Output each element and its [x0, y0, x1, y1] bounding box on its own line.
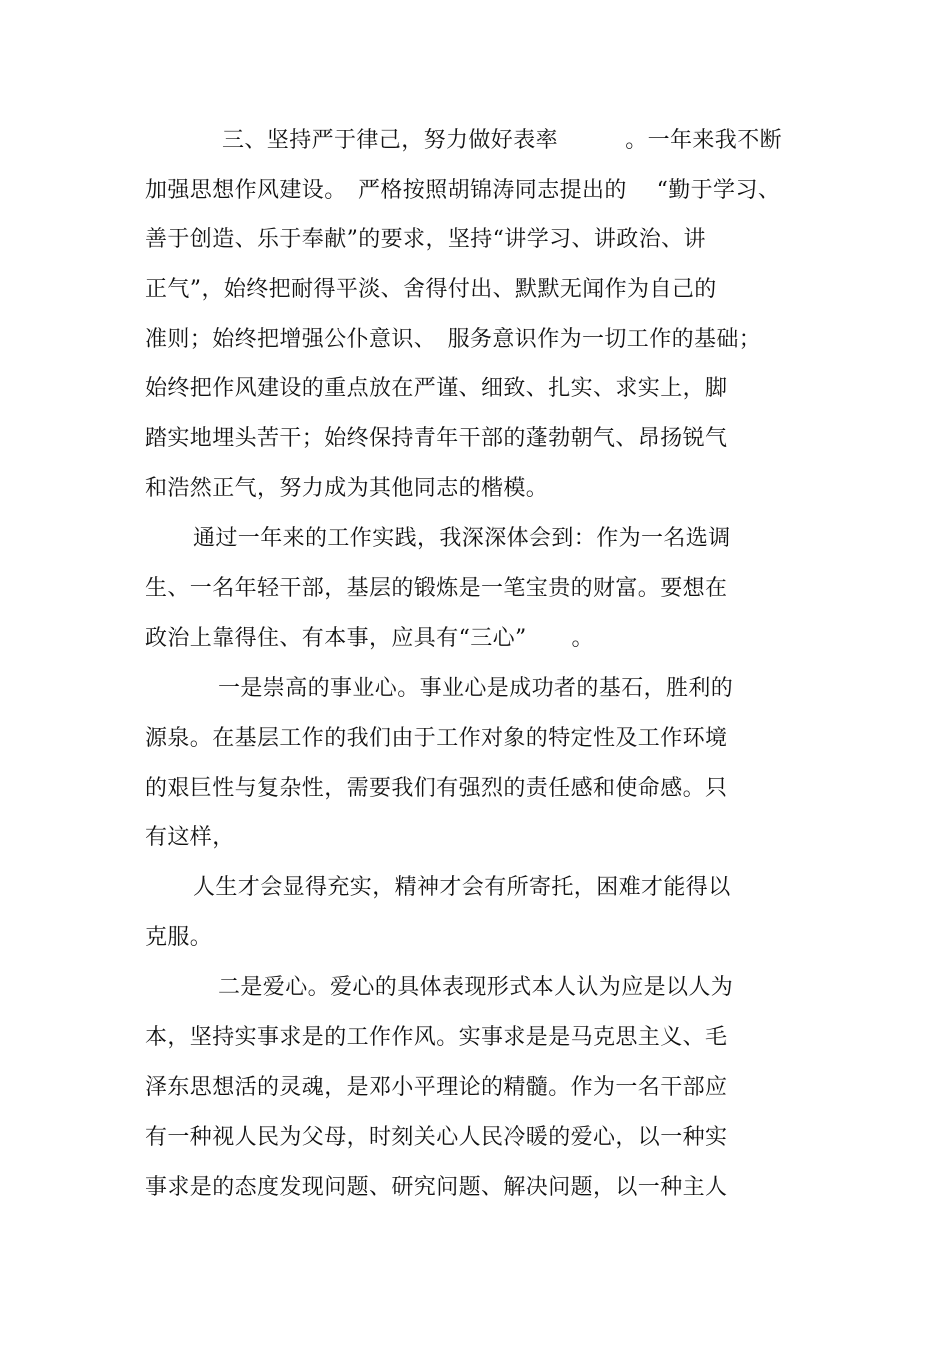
- paragraph-line: 和浩然正气，努力成为其他同志的楷模。: [145, 476, 549, 501]
- paragraph-line: 准则；始终把增强公仆意识、 服务意识作为一切工作的基础；: [145, 327, 762, 352]
- paragraph-line: 本，坚持实事求是的工作作风。实事求是是马克思主义、毛: [145, 1025, 728, 1050]
- paragraph-line: 一是崇高的事业心。事业心是成功者的基石，胜利的: [218, 676, 734, 701]
- paragraph-line: 通过一年来的工作实践，我深深体会到：作为一名选调: [193, 526, 731, 551]
- paragraph-line: 始终把作风建设的重点放在严谨、细致、扎实、求实上，脚: [145, 376, 728, 401]
- paragraph-line: 源泉。在基层工作的我们由于工作对象的特定性及工作环境: [145, 726, 728, 751]
- paragraph-line: 善于创造、乐于奉献”的要求，坚持“讲学习、讲政治、讲: [145, 227, 706, 252]
- paragraph-line: 泽东思想活的灵魂，是邓小平理论的精髓。作为一名干部应: [145, 1075, 728, 1100]
- paragraph-line: 事求是的态度发现问题、研究问题、解决问题，以一种主人: [145, 1175, 728, 1200]
- paragraph-line: 生、一名年轻干部，基层的锻炼是一笔宝贵的财富。要想在: [145, 576, 728, 601]
- paragraph-line: 加强思想作风建设。 严格按照胡锦涛同志提出的 “勤于学习、: [145, 178, 781, 203]
- paragraph-line: 的艰巨性与复杂性，需要我们有强烈的责任感和使命感。只: [145, 776, 728, 801]
- paragraph-line: 二是爱心。爱心的具体表现形式本人认为应是以人为: [218, 975, 734, 1000]
- paragraph-line: 克服。: [145, 925, 213, 950]
- paragraph-line: 有这样，: [145, 825, 235, 850]
- paragraph-line: 正气”，始终把耐得平淡、舍得付出、默默无闻作为自己的: [145, 277, 717, 302]
- paragraph-line: 人生才会显得充实，精神才会有所寄托，困难才能得以: [193, 875, 731, 900]
- paragraph-line: 有一种视人民为父母，时刻关心人民冷暖的爱心，以一种实: [145, 1125, 728, 1150]
- paragraph-line: 政治上靠得住、有本事，应具有“三心” 。: [145, 626, 594, 651]
- paragraph-line: 踏实地埋头苦干；始终保持青年干部的蓬勃朝气、昂扬锐气: [145, 426, 728, 451]
- paragraph-line: 三、坚持严于律己，努力做好表率 。一年来我不断: [222, 128, 783, 153]
